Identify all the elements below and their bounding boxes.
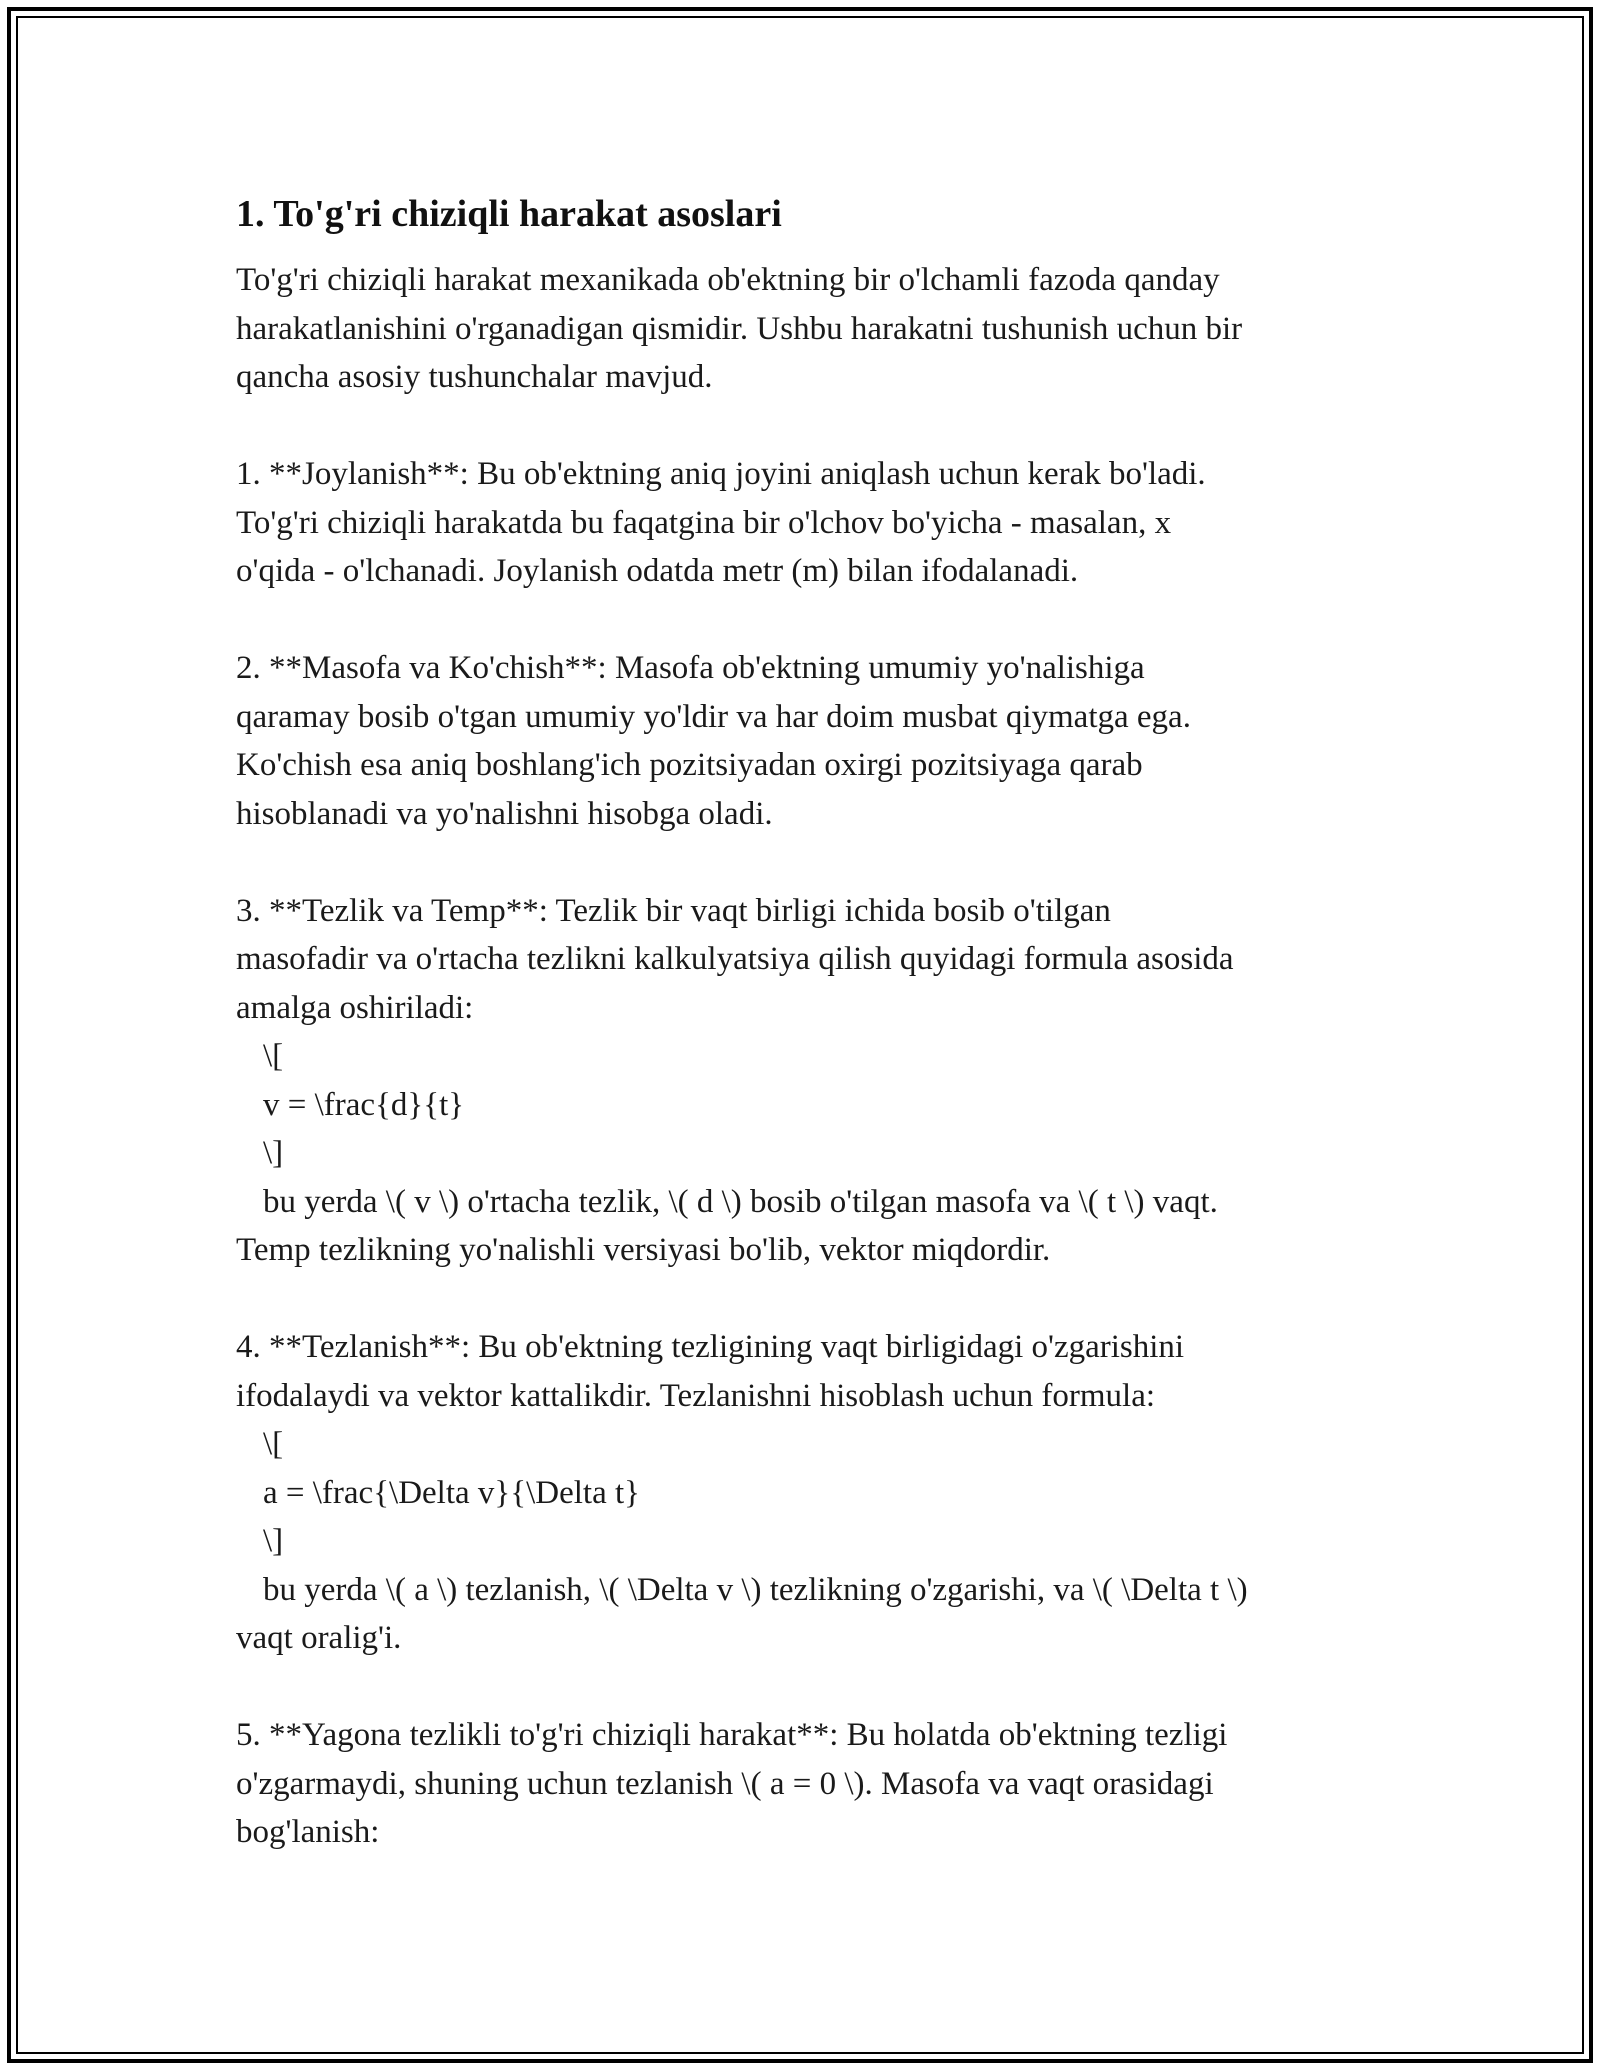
text-line: To'g'ri chiziqli harakat mexanikada ob'ektning bir o'lchamli fazoda qanday xyxy=(236,262,1220,298)
paragraph-list xyxy=(236,256,1366,1857)
text-line: Temp tezlikning yo'nalishli versiyasi bo'lib, vektor miqdordir. xyxy=(236,1232,1051,1268)
text-line: Ko'chish esa aniq boshlang'ich pozitsiyadan oxirgi pozitsiyaga qarab xyxy=(236,747,1143,783)
text-line: bog'lanish: xyxy=(236,1814,380,1850)
text-line: ifodalaydi va vektor kattalikdir. Tezlanishni hisoblash uchun formula: xyxy=(236,1377,1156,1414)
text-line: vaqt oralig'i. xyxy=(236,1620,402,1656)
text-line: qancha asosiy tushunchalar mavjud. xyxy=(236,359,713,395)
text-line: 3. **Tezlik va Temp**: Tezlik bir vaqt birligi ichida bosib o'tilgan xyxy=(236,892,1111,929)
text-line: qaramay bosib o'tgan umumiy yo'ldir va har doim musbat qiymatga ega. xyxy=(236,698,1191,735)
text-line: 2. **Masofa va Ko'chish**: Masofa ob'ektning umumiy yo'nalishiga xyxy=(236,650,1145,686)
text-line: \] xyxy=(263,1523,284,1559)
text-line: a = \frac{\Delta v}{\Delta t} xyxy=(263,1474,640,1511)
text-line: bu yerda \( v \) o'rtacha tezlik, \( d \) bosib o'tilgan masofa va \( t \) vaqt. xyxy=(263,1183,1218,1220)
paragraph xyxy=(236,256,1366,402)
text-line: \[ xyxy=(263,1038,284,1074)
paragraph xyxy=(236,1711,1366,1857)
paragraph xyxy=(236,1323,1366,1663)
text-line: o'zgarmaydi, shuning uchun tezlanish \( a = 0 \). Masofa va vaqt orasidagi xyxy=(236,1765,1214,1802)
text-line: hisoblanadi va yo'nalishni hisobga oladi. xyxy=(236,795,773,832)
paragraph xyxy=(236,450,1366,596)
document-title: 1. To'g'ri chiziqli harakat asoslari xyxy=(236,193,782,235)
paragraph xyxy=(236,644,1366,838)
text-line: o'qida - o'lchanadi. Joylanish odatda metr (m) bilan ifodalanadi. xyxy=(236,553,1079,589)
text-line: bu yerda \( a \) tezlanish, \( \Delta v \) tezlikning o'zgarishi, va \( \Delta t \) xyxy=(263,1571,1248,1608)
text-line: \[ xyxy=(263,1426,284,1462)
text-line: v = \frac{d}{t} xyxy=(263,1086,465,1123)
text-line: 5. **Yagona tezlikli to'g'ri chiziqli harakat**: Bu holatda ob'ektning tezligi xyxy=(236,1717,1228,1753)
text-line: To'g'ri chiziqli harakatda bu faqatgina bir o'lchov bo'yicha - masalan, x xyxy=(236,504,1172,541)
document-body xyxy=(236,186,1366,1905)
text-line: 1. **Joylanish**: Bu ob'ektning aniq joyini aniqlash uchun kerak bo'ladi. xyxy=(236,456,1206,492)
paragraph xyxy=(236,887,1366,1275)
text-line: amalga oshiriladi: xyxy=(236,989,474,1026)
text-line: masofadir va o'rtacha tezlikni kalkulyatsiya qilish quyidagi formula asosida xyxy=(236,941,1234,977)
text-line: \] xyxy=(263,1135,284,1171)
text-line: 4. **Tezlanish**: Bu ob'ektning tezligining vaqt birligidagi o'zgarishini xyxy=(236,1329,1185,1365)
text-line: harakatlanishini o'rganadigan qismidir. Ushbu harakatni tushunish uchun bir xyxy=(236,310,1243,347)
